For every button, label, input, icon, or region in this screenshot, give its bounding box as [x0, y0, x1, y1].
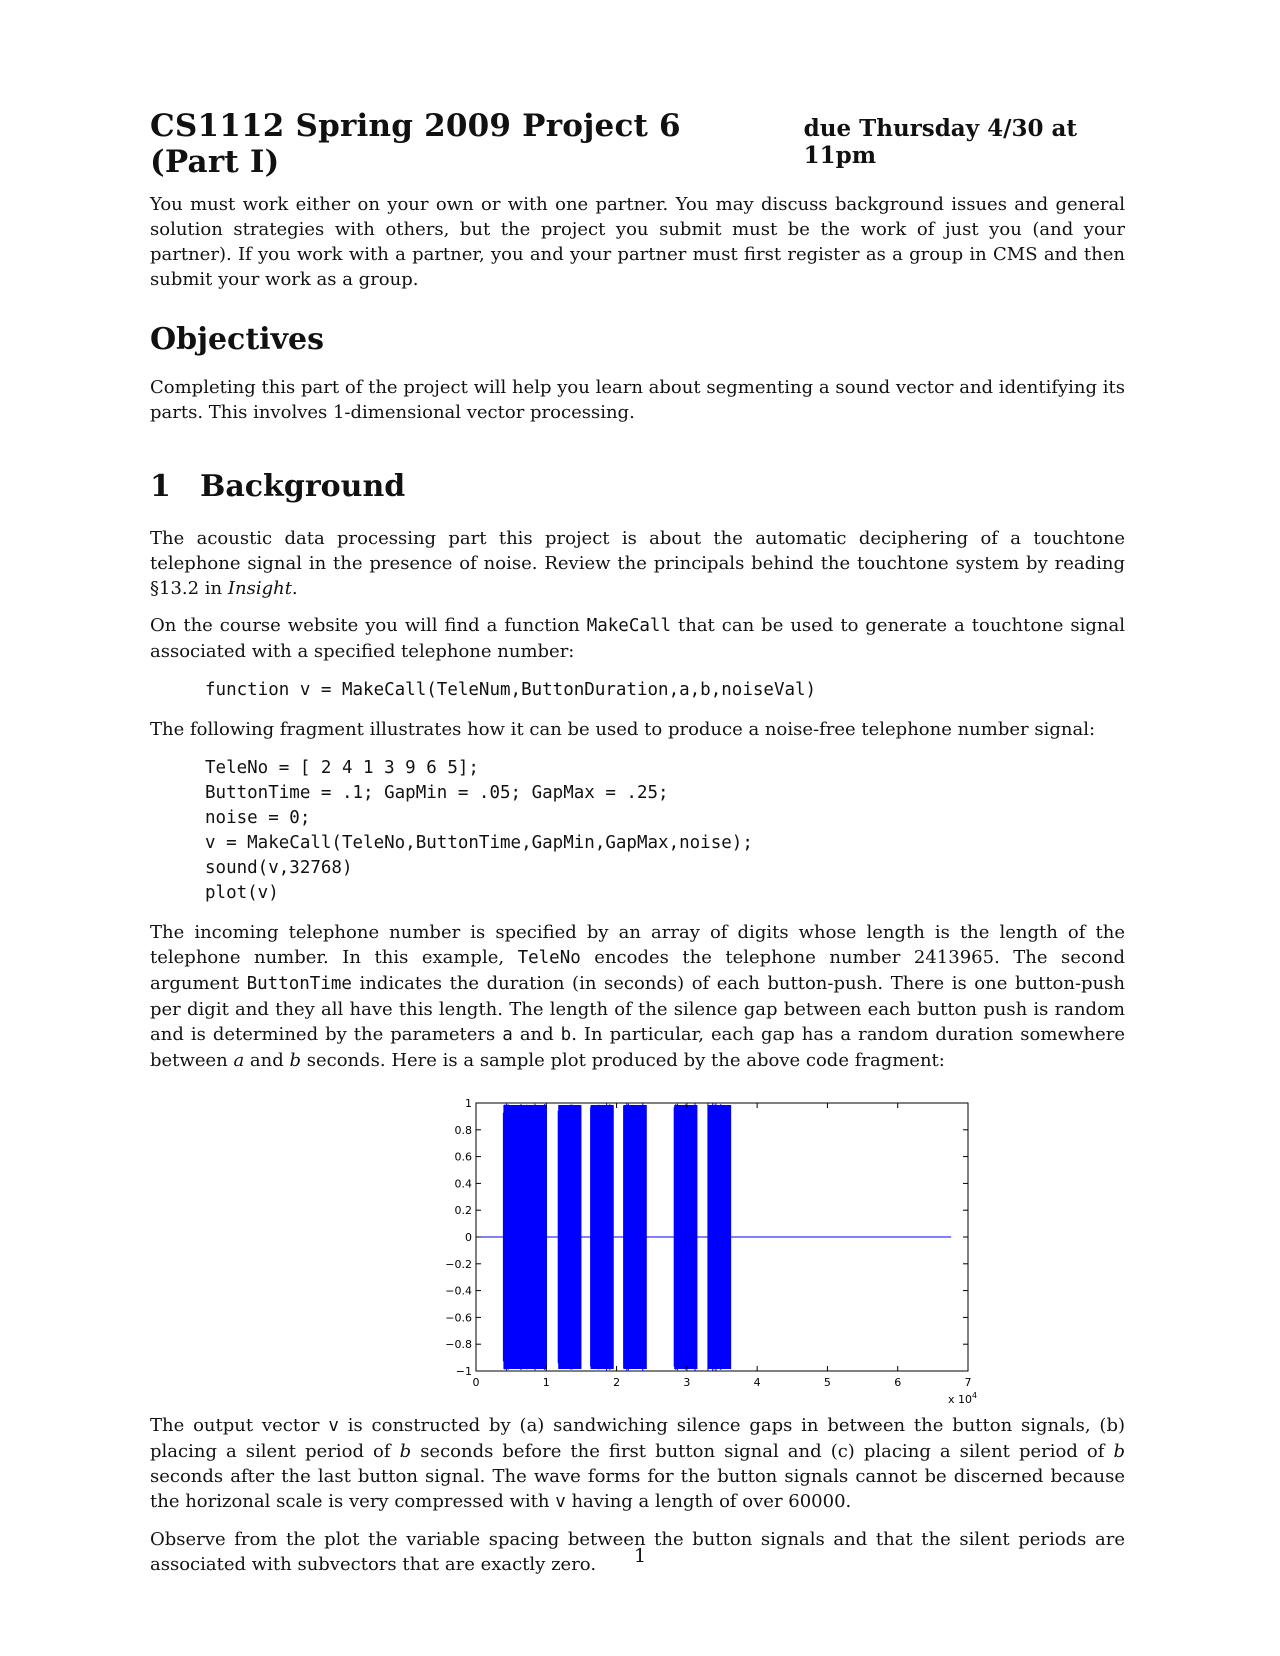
signal-oscillation	[624, 1103, 646, 1371]
x-scale-label: x $10^4$	[948, 1391, 978, 1406]
y-tick-label: −1	[455, 1365, 472, 1378]
x-tick-label: 3	[683, 1376, 691, 1389]
code-line: TeleNo = [ 2 4 1 3 9 6 5];	[205, 758, 479, 778]
document-page	[150, 100, 1125, 1577]
signal-oscillation	[591, 1103, 613, 1370]
button-signal-1	[558, 1104, 581, 1369]
section-number: 1	[150, 469, 171, 504]
code-line: sound(v,32768)	[205, 858, 353, 878]
background-paragraph-5: The output vector v is constructed by (a) sandwiching silence gaps in between the button signals, (b) placing a silent period of b seconds before the first button signal and (c) placing a silent period of b seconds after the last button signal. The wave forms for the button signals cannot be discerned because the horizonal scale is very compressed with v having a length of over 60000.	[150, 1415, 1126, 1512]
x-tick-label: 5	[823, 1376, 831, 1389]
y-tick-label: −0.6	[445, 1311, 472, 1325]
y-tick-label: 0.6	[454, 1150, 472, 1164]
code-line: noise = 0;	[205, 808, 311, 828]
code-line: plot(v)	[205, 883, 279, 903]
button-signal-3	[591, 1103, 614, 1370]
page-number: 1	[633, 1545, 647, 1567]
signal-oscillation	[674, 1103, 696, 1370]
code-line: ButtonTime = .1; GapMin = .05; GapMax = .25;	[205, 783, 669, 803]
title-row	[150, 108, 1125, 180]
background-paragraph-3: The following fragment illustrates how it can be used to produce a noise-free telephone number signal:	[150, 719, 1096, 740]
background-heading	[150, 469, 1125, 504]
y-tick-label: 0.4	[454, 1177, 472, 1191]
objectives-paragraph: Completing this part of the project will help you learn about segmenting a sound vector and identifying its parts. This involves 1-dimensional vector processing.	[150, 377, 1125, 423]
button-signal-2	[503, 1104, 526, 1371]
button-signal-6	[674, 1103, 697, 1370]
code-line: v = MakeCall(TeleNo,ButtonTime,GapMin,GapMax,noise);	[205, 833, 753, 853]
due-date: due Thursday 4/30 at 11pm	[803, 115, 1078, 169]
background-paragraph-4: The incoming telephone number is specified by an array of digits whose length is the length of the telephone number. In this example, TeleNo encodes the telephone number 2413965. The second argument ButtonTime indicates the duration (in seconds) of each button-push. There is one button-push per digit and they all have this length. The length of the silence gap between each button push is random and is determined by the parameters a and b. In particular, each gap has a random duration somewhere between a and b seconds. Here is a sample plot produced by the above code fragment:	[150, 922, 1126, 1071]
background-paragraph-2: On the course website you will find a function MakeCall that can be used to generate a touchtone signal associated with a specified telephone number:	[150, 615, 1125, 662]
function-signature: function v = MakeCall(TeleNum,ButtonDuration,a,b,noiseVal)	[205, 680, 817, 700]
x-tick-label: 6	[894, 1376, 902, 1389]
page-title: CS1112 Spring 2009 Project 6 (Part I)	[150, 108, 681, 180]
signal-oscillation	[558, 1104, 580, 1369]
y-tick-label: 0.2	[454, 1204, 472, 1218]
signal-oscillation	[524, 1104, 546, 1371]
x-tick-label: 0	[472, 1376, 480, 1389]
signal-plot	[150, 1083, 1125, 1413]
x-tick-label: 2	[613, 1376, 621, 1389]
x-tick-label: 4	[753, 1376, 761, 1389]
x-tick-label: 7	[964, 1376, 972, 1389]
background-paragraph-6: Observe from the plot the variable spacing between the button signals and that the silent periods are associated with subvectors that are exactly zero.	[150, 1529, 1125, 1575]
y-tick-label: 0.8	[454, 1123, 472, 1137]
signal-oscillation	[708, 1103, 730, 1371]
button-signal-9	[624, 1103, 647, 1371]
y-tick-label: −0.8	[445, 1338, 472, 1352]
code-fragment	[205, 756, 1125, 906]
y-tick-label: 0	[465, 1231, 472, 1244]
x-tick-label: 1	[542, 1376, 550, 1389]
button-signal-5	[708, 1103, 731, 1371]
y-tick-label: 1	[465, 1097, 472, 1110]
button-signal-4	[524, 1104, 547, 1371]
section-title: Background	[200, 469, 406, 504]
background-paragraph-1: The acoustic data processing part this project is about the automatic deciphering of a touchtone telephone signal in the presence of noise. Review the principals behind the touchtone system by reading §13.2 in Insight.	[150, 528, 1125, 599]
signal-plot-figure	[150, 1083, 1125, 1413]
objectives-heading: Objectives	[150, 322, 324, 357]
y-tick-label: −0.4	[445, 1284, 472, 1298]
intro-paragraph: You must work either on your own or with one partner. You may discuss background issues and general solution strategies with others, but the project you submit must be the work of just you (and your partner). If you work with a partner, you and your partner must first register as a group in CMS and then submit your work as a group.	[150, 194, 1125, 290]
signal-oscillation	[503, 1104, 525, 1371]
y-tick-label: −0.2	[445, 1257, 472, 1271]
